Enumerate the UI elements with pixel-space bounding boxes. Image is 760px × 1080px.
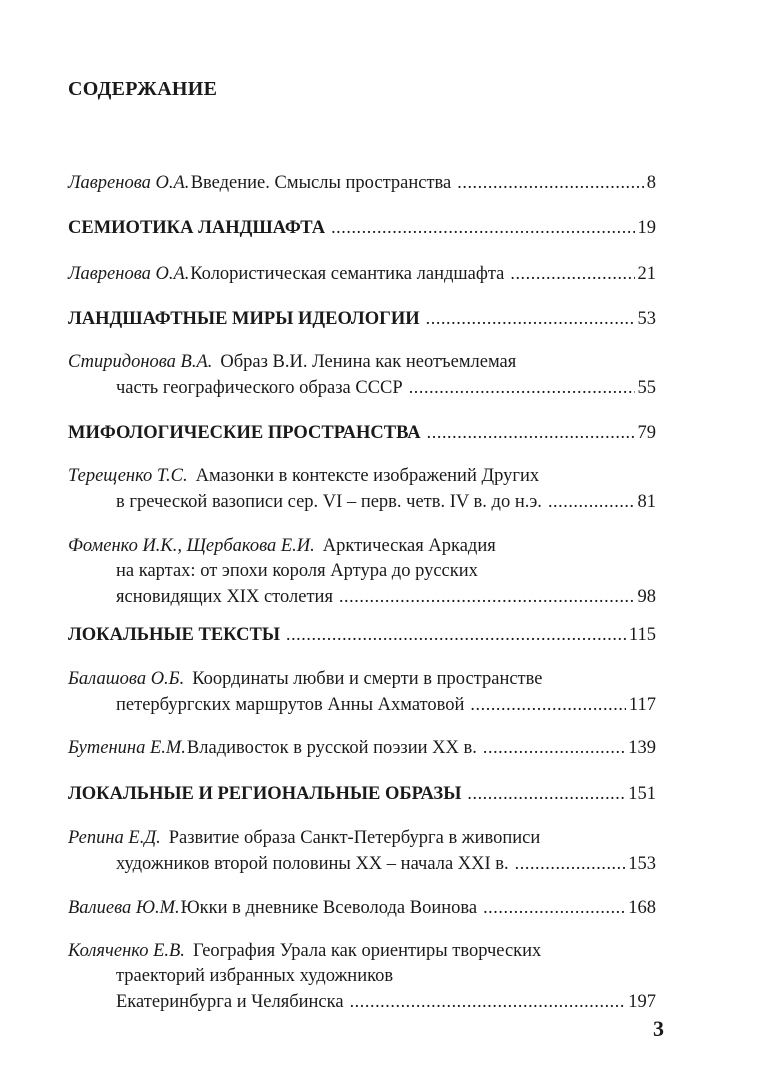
entry-page-number: 81	[637, 492, 656, 512]
dot-leader	[426, 306, 635, 331]
entry-author: Балашова О.Б.	[68, 669, 185, 689]
entry-author: Терещенко Т.С.	[68, 466, 188, 486]
dot-leader	[339, 584, 635, 609]
dot-leader	[286, 622, 626, 647]
entry-title-continuation: в греческой вазописи сер. VI – перв. четв. IV в. до н.э.	[116, 492, 542, 512]
page-title: СОДЕРЖАНИЕ	[68, 78, 218, 100]
entry-title-continuation: часть географического образа СССР	[116, 378, 403, 398]
entry-page-number: 153	[628, 854, 656, 874]
entry-page-number: 8	[646, 173, 656, 193]
entry-title: Развитие образа Санкт-Петербурга в живописи	[168, 828, 541, 848]
entry-page-number: 139	[628, 738, 656, 758]
entry-page-number: 168	[628, 898, 656, 918]
entry-title-continuation: ясновидящих XIX столетия	[116, 587, 333, 607]
toc-entry[interactable]	[68, 170, 656, 196]
section-page-number: 53	[637, 309, 656, 329]
entry-page-number: 197	[628, 992, 656, 1012]
dot-leader	[427, 420, 635, 445]
dot-leader	[457, 170, 644, 195]
dot-leader	[483, 735, 625, 760]
toc-entry[interactable]	[68, 735, 656, 761]
section-title: ЛОКАЛЬНЫЕ И РЕГИОНАЛЬНЫЕ ОБРАЗЫ	[68, 784, 462, 804]
entry-page-number: 98	[637, 587, 656, 607]
entry-title: Образ В.И. Ленина как неотъемлемая	[220, 352, 517, 372]
entry-author: Фоменко И.К., Щербакова Е.И.	[68, 536, 315, 556]
toc-section[interactable]	[68, 420, 656, 446]
toc-entry[interactable]	[68, 350, 656, 401]
entry-title-continuation: Екатеринбурга и Челябинска	[116, 992, 344, 1012]
entry-page-number: 55	[637, 378, 656, 398]
toc-entry[interactable]	[68, 826, 656, 877]
toc-section[interactable]	[68, 622, 656, 648]
section-title: МИФОЛОГИЧЕСКИЕ ПРОСТРАНСТВА	[68, 423, 421, 443]
entry-title: Амазонки в контексте изображений Других	[195, 466, 540, 486]
dot-leader	[470, 692, 626, 717]
entry-page-number: 21	[637, 264, 656, 284]
section-page-number: 115	[628, 625, 656, 645]
section-page-number: 19	[637, 218, 656, 238]
section-title: ЛАНДШАФТНЫЕ МИРЫ ИДЕОЛОГИИ	[68, 309, 420, 329]
entry-author: Репина Е.Д.	[68, 828, 161, 848]
toc-section[interactable]	[68, 215, 656, 241]
entry-title: Арктическая Аркадия	[322, 536, 496, 556]
entry-author: Коляченко Е.В.	[68, 941, 185, 961]
section-page-number: 151	[628, 784, 656, 804]
toc-entry[interactable]	[68, 939, 656, 1015]
dot-leader	[510, 261, 634, 286]
dot-leader	[515, 851, 626, 876]
dot-leader	[483, 895, 625, 920]
entry-author: Валиева Ю.М.	[68, 898, 180, 918]
section-title: ЛОКАЛЬНЫЕ ТЕКСТЫ	[68, 625, 280, 645]
entry-title-continuation: художников второй половины XX – начала XXI в.	[116, 854, 509, 874]
entry-author: Стиридонова В.А.	[68, 352, 213, 372]
dot-leader	[467, 781, 625, 806]
entry-page-number: 117	[628, 695, 656, 715]
section-page-number: 79	[637, 423, 656, 443]
toc-entry[interactable]	[68, 667, 656, 718]
toc-entry[interactable]	[68, 534, 656, 610]
entry-author: Бутенина Е.М.	[68, 738, 186, 758]
dot-leader	[409, 375, 635, 400]
entry-title-continuation: на картах: от эпохи короля Артура до русских	[116, 561, 478, 581]
section-title: СЕМИОТИКА ЛАНДШАФТА	[68, 218, 326, 238]
entry-title: Владивосток в русской поэзии XX в.	[186, 738, 477, 758]
dot-leader	[350, 989, 626, 1014]
entry-title: Введение. Смыслы пространства	[190, 173, 452, 193]
page-number: 3	[653, 1016, 664, 1041]
entry-author: Лавренова О.А.	[68, 264, 190, 284]
toc-entry[interactable]	[68, 464, 656, 515]
toc-entry[interactable]	[68, 895, 656, 921]
entry-title: Колористическая семантика ландшафта	[190, 264, 505, 284]
dot-leader	[331, 215, 634, 240]
toc-entry[interactable]	[68, 261, 656, 287]
entry-title-continuation: траекторий избранных художников	[116, 966, 394, 986]
entry-title: География Урала как ориентиры творческих	[192, 941, 542, 961]
entry-author: Лавренова О.А.	[68, 173, 190, 193]
entry-title-continuation: петербургских маршрутов Анны Ахматовой	[116, 695, 465, 715]
entry-title: Юкки в дневнике Всеволода Воинова	[180, 898, 478, 918]
toc-section[interactable]	[68, 306, 656, 332]
dot-leader	[548, 489, 635, 514]
entry-title: Координаты любви и смерти в пространстве	[192, 669, 543, 689]
toc-section[interactable]	[68, 781, 656, 807]
